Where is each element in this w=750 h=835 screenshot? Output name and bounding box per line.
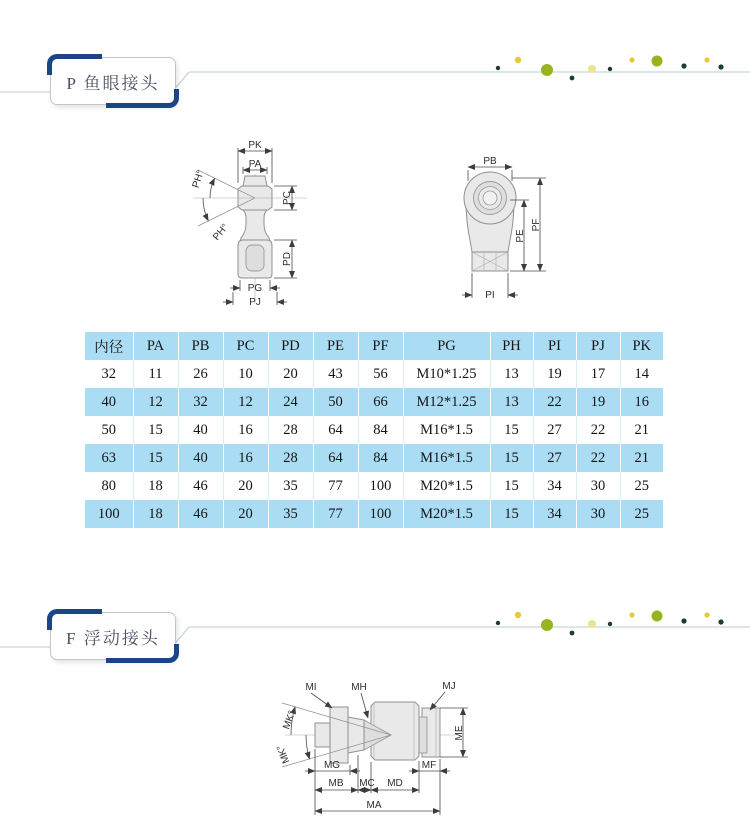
decor-dot: [704, 612, 709, 617]
table-cell: 30: [576, 472, 620, 500]
section-f-title: F 浮动接头: [66, 628, 160, 648]
table-cell: 27: [533, 416, 576, 444]
table-cell: 21: [620, 444, 663, 472]
table-cell: 15: [490, 472, 533, 500]
table-cell: 100: [358, 500, 403, 528]
rod-end-side-view-diagram: [185, 128, 315, 313]
dim-label-mk-top: MK°: [281, 709, 299, 731]
decor-dot: [704, 57, 709, 62]
column-header: 内径: [85, 332, 133, 360]
column-header: PB: [178, 332, 223, 360]
column-header: PA: [133, 332, 178, 360]
table-row: [85, 472, 663, 500]
decor-dot: [681, 618, 686, 623]
decor-dot: [652, 611, 663, 622]
table-cell: 43: [313, 360, 358, 388]
decor-dot: [541, 619, 553, 631]
dim-label-pa: PA: [248, 159, 262, 170]
decor-dot: [588, 65, 596, 73]
column-header: PC: [223, 332, 268, 360]
table-cell: 77: [313, 472, 358, 500]
dim-label-pe: PE: [515, 229, 526, 243]
table-cell: 46: [178, 500, 223, 528]
table-cell: M20*1.5: [403, 500, 490, 528]
table-cell: 15: [490, 500, 533, 528]
dim-label-mc: MC: [359, 778, 375, 789]
table-cell: 15: [490, 416, 533, 444]
table-cell: 22: [576, 444, 620, 472]
dim-label-mf: MF: [421, 760, 437, 771]
dim-label-md: MD: [387, 778, 403, 789]
column-header: PH: [490, 332, 533, 360]
table-cell: 64: [313, 444, 358, 472]
decor-dot: [496, 66, 500, 70]
spec-table-body: [85, 360, 663, 528]
table-cell: 28: [268, 416, 313, 444]
column-header: PG: [403, 332, 490, 360]
table-cell: 32: [85, 360, 133, 388]
decor-dot: [681, 63, 686, 68]
table-cell: 21: [620, 416, 663, 444]
table-cell: M12*1.25: [403, 388, 490, 416]
table-cell: 63: [85, 444, 133, 472]
table-cell: 20: [223, 500, 268, 528]
dim-label-mb: MB: [328, 778, 344, 789]
dim-label-mg: MG: [323, 760, 341, 771]
table-cell: 100: [85, 500, 133, 528]
table-cell: 18: [133, 500, 178, 528]
table-cell: 17: [576, 360, 620, 388]
table-cell: 20: [223, 472, 268, 500]
column-header: PF: [358, 332, 403, 360]
dim-label-ph-top: PH°: [190, 169, 207, 190]
table-cell: 30: [576, 500, 620, 528]
column-header: PJ: [576, 332, 620, 360]
decor-dot: [718, 64, 723, 69]
table-cell: 35: [268, 500, 313, 528]
dim-label-ph-bottom: PH°: [211, 222, 232, 243]
dim-label-mk-bottom: MK°: [275, 743, 293, 765]
table-cell: 15: [133, 444, 178, 472]
table-cell: 77: [313, 500, 358, 528]
table-cell: M10*1.25: [403, 360, 490, 388]
dim-label-pi: PI: [485, 290, 495, 301]
table-cell: 15: [133, 416, 178, 444]
table-row: [85, 444, 663, 472]
table-cell: 84: [358, 416, 403, 444]
table-cell: 40: [178, 416, 223, 444]
table-cell: 25: [620, 472, 663, 500]
table-cell: 26: [178, 360, 223, 388]
table-cell: M20*1.5: [403, 472, 490, 500]
table-row: [85, 416, 663, 444]
table-cell: 19: [576, 388, 620, 416]
column-header: PK: [620, 332, 663, 360]
table-cell: 50: [85, 416, 133, 444]
decor-dot: [608, 622, 612, 626]
table-cell: 20: [268, 360, 313, 388]
section-p-title: P 鱼眼接头: [66, 73, 160, 93]
table-cell: 12: [223, 388, 268, 416]
table-cell: 46: [178, 472, 223, 500]
decor-dot: [541, 64, 553, 76]
table-cell: 16: [620, 388, 663, 416]
floating-joint-side-view-diagram: [270, 665, 485, 820]
decor-dot: [629, 612, 634, 617]
table-cell: 15: [490, 444, 533, 472]
dim-label-pc: PC: [282, 191, 293, 205]
column-header: PE: [313, 332, 358, 360]
dim-label-ma: MA: [366, 800, 382, 811]
table-cell: 84: [358, 444, 403, 472]
dim-label-mh: MH: [351, 682, 367, 693]
decor-dot: [515, 57, 521, 63]
decor-dot: [718, 619, 723, 624]
table-cell: 24: [268, 388, 313, 416]
table-cell: 35: [268, 472, 313, 500]
dim-label-pg: PG: [247, 283, 263, 294]
dim-label-me: ME: [454, 725, 465, 741]
table-cell: 13: [490, 360, 533, 388]
table-cell: 11: [133, 360, 178, 388]
rod-end-spec-table: [85, 332, 663, 528]
dim-label-pj: PJ: [249, 297, 261, 308]
table-cell: 25: [620, 500, 663, 528]
decor-dot: [608, 67, 612, 71]
column-header: PI: [533, 332, 576, 360]
rod-end-front-view-diagram: [430, 148, 565, 303]
table-cell: 27: [533, 444, 576, 472]
table-cell: 13: [490, 388, 533, 416]
table-cell: 32: [178, 388, 223, 416]
table-cell: 16: [223, 416, 268, 444]
table-row: [85, 388, 663, 416]
table-cell: 64: [313, 416, 358, 444]
table-cell: 22: [576, 416, 620, 444]
table-cell: 28: [268, 444, 313, 472]
table-cell: 18: [133, 472, 178, 500]
table-cell: 40: [85, 388, 133, 416]
table-cell: 19: [533, 360, 576, 388]
decor-dot: [652, 56, 663, 67]
table-cell: 22: [533, 388, 576, 416]
table-cell: 16: [223, 444, 268, 472]
decor-dot: [588, 620, 596, 628]
dim-label-pd: PD: [282, 252, 293, 266]
table-cell: 34: [533, 500, 576, 528]
dim-label-pf: PF: [531, 218, 542, 232]
table-cell: 14: [620, 360, 663, 388]
dim-label-mi: MI: [305, 682, 317, 693]
table-cell: 66: [358, 388, 403, 416]
table-cell: 12: [133, 388, 178, 416]
dim-label-pb: PB: [483, 156, 497, 167]
decor-dot: [629, 57, 634, 62]
table-row: [85, 360, 663, 388]
rod-end-front-view-part: [464, 172, 516, 271]
dim-label-mj: MJ: [442, 681, 456, 692]
section-p-title-box: [50, 57, 176, 105]
table-row: [85, 500, 663, 528]
spec-table-head-row: [85, 332, 663, 360]
dim-label-pk: PK: [248, 140, 262, 151]
section-f-title-box: [50, 612, 176, 660]
table-cell: 50: [313, 388, 358, 416]
table-cell: 10: [223, 360, 268, 388]
decor-dot: [570, 631, 575, 636]
decor-dot: [496, 621, 500, 625]
table-cell: 100: [358, 472, 403, 500]
table-cell: M16*1.5: [403, 444, 490, 472]
column-header: PD: [268, 332, 313, 360]
decor-dot: [570, 76, 575, 81]
table-cell: 80: [85, 472, 133, 500]
decor-dot: [515, 612, 521, 618]
floating-joint-part: [315, 702, 440, 763]
table-cell: 40: [178, 444, 223, 472]
table-cell: M16*1.5: [403, 416, 490, 444]
table-cell: 34: [533, 472, 576, 500]
table-cell: 56: [358, 360, 403, 388]
